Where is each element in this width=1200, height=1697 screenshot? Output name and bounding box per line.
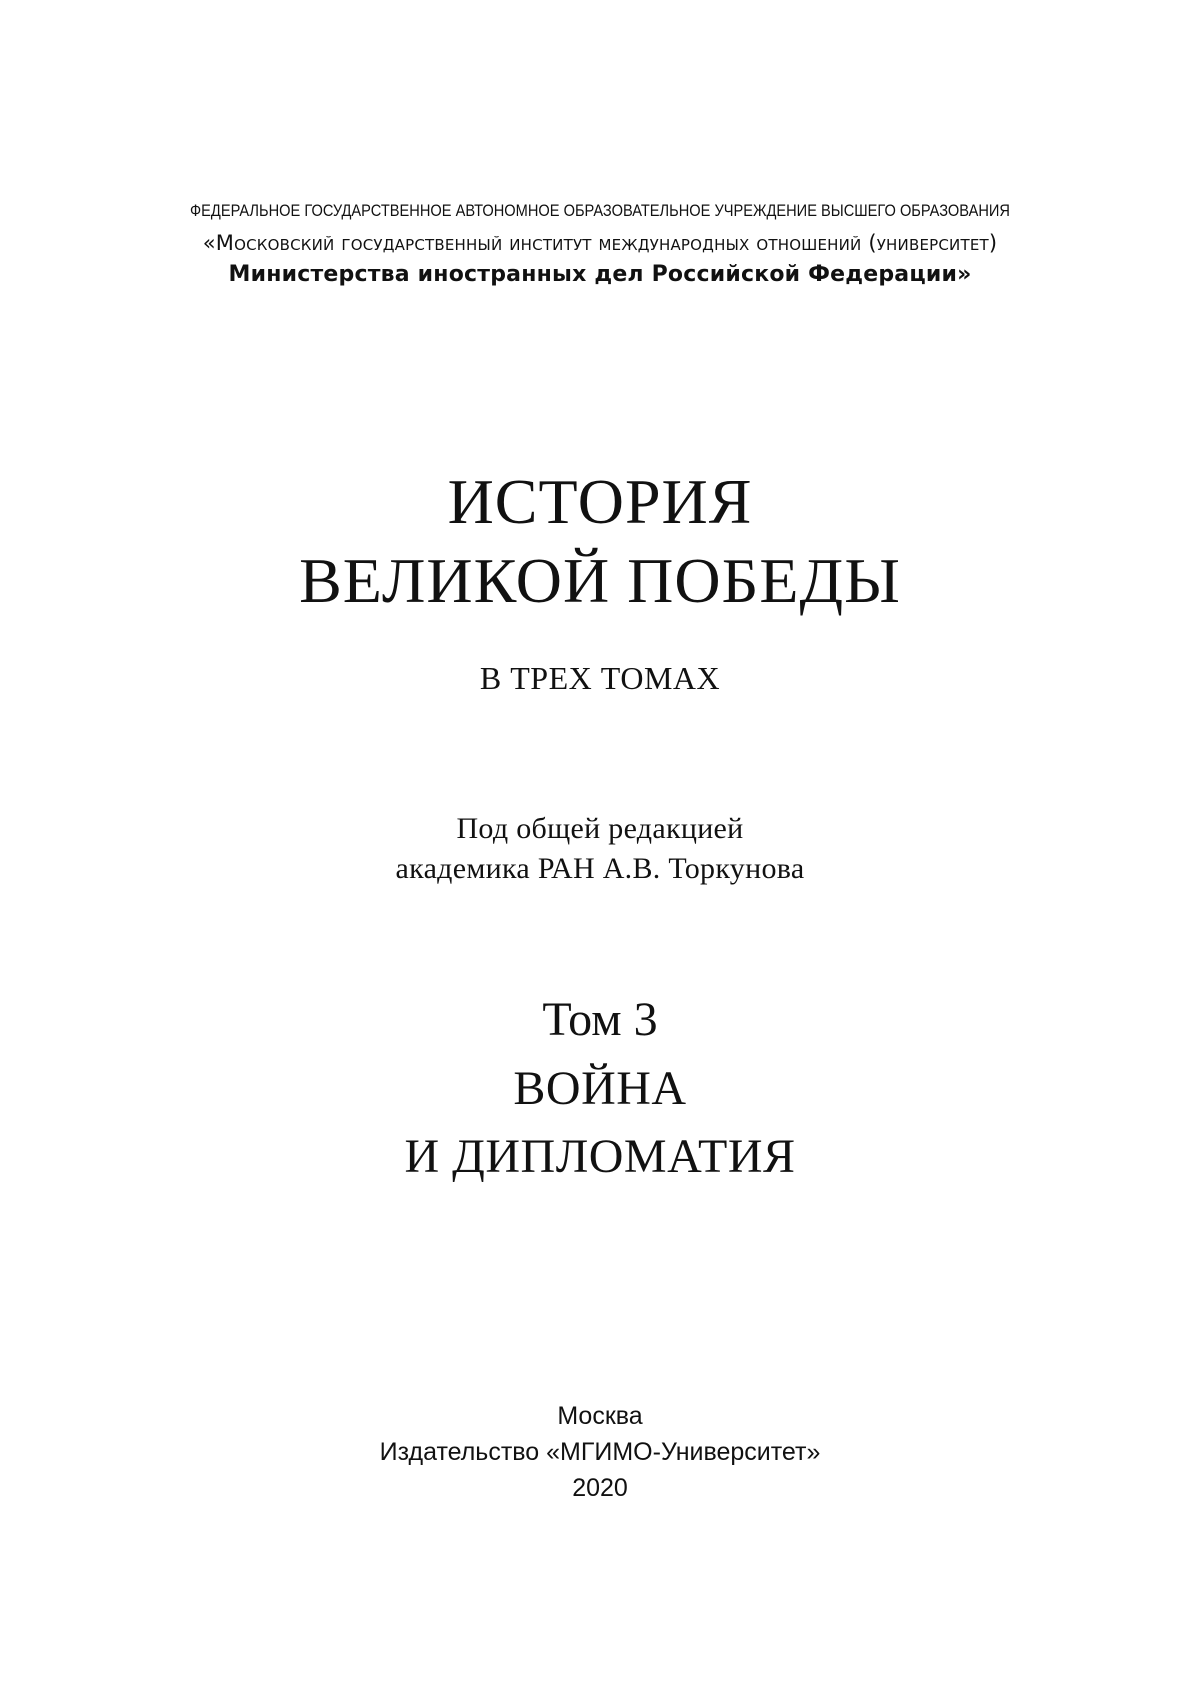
book-title-line-2: ВЕЛИКОЙ ПОБЕДЫ <box>299 545 901 616</box>
editor-line-1: Под общей редакцией <box>456 812 744 845</box>
volume-number: Том 3 <box>542 993 658 1046</box>
imprint-city: Москва <box>557 1402 643 1430</box>
volume-title-line-2: И ДИПЛОМАТИЯ <box>404 1130 796 1183</box>
institution-line-3: Министерства иностранных дел Российской Федерации» <box>228 262 972 287</box>
imprint-publisher: Издательство «МГИМО-Университет» <box>379 1438 821 1466</box>
volume-title-line-1: ВОЙНА <box>513 1062 687 1115</box>
book-title-line-1: ИСТОРИЯ <box>447 466 753 537</box>
editor-line-2: академика РАН А.В. Торкунова <box>395 852 805 885</box>
institution-line-1: ФЕДЕРАЛЬНОЕ ГОСУДАРСТВЕННОЕ АВТОНОМНОЕ ОБРАЗОВАТЕЛЬНОЕ УЧРЕЖДЕНИЕ ВЫСШЕГО ОБРАЗОВАНИЯ <box>190 201 1010 220</box>
institution-line-2: «Московский государственный институт международных отношений (университет) <box>202 231 998 255</box>
book-subtitle: В ТРЕХ ТОМАХ <box>479 660 721 696</box>
imprint-year: 2020 <box>572 1474 628 1502</box>
